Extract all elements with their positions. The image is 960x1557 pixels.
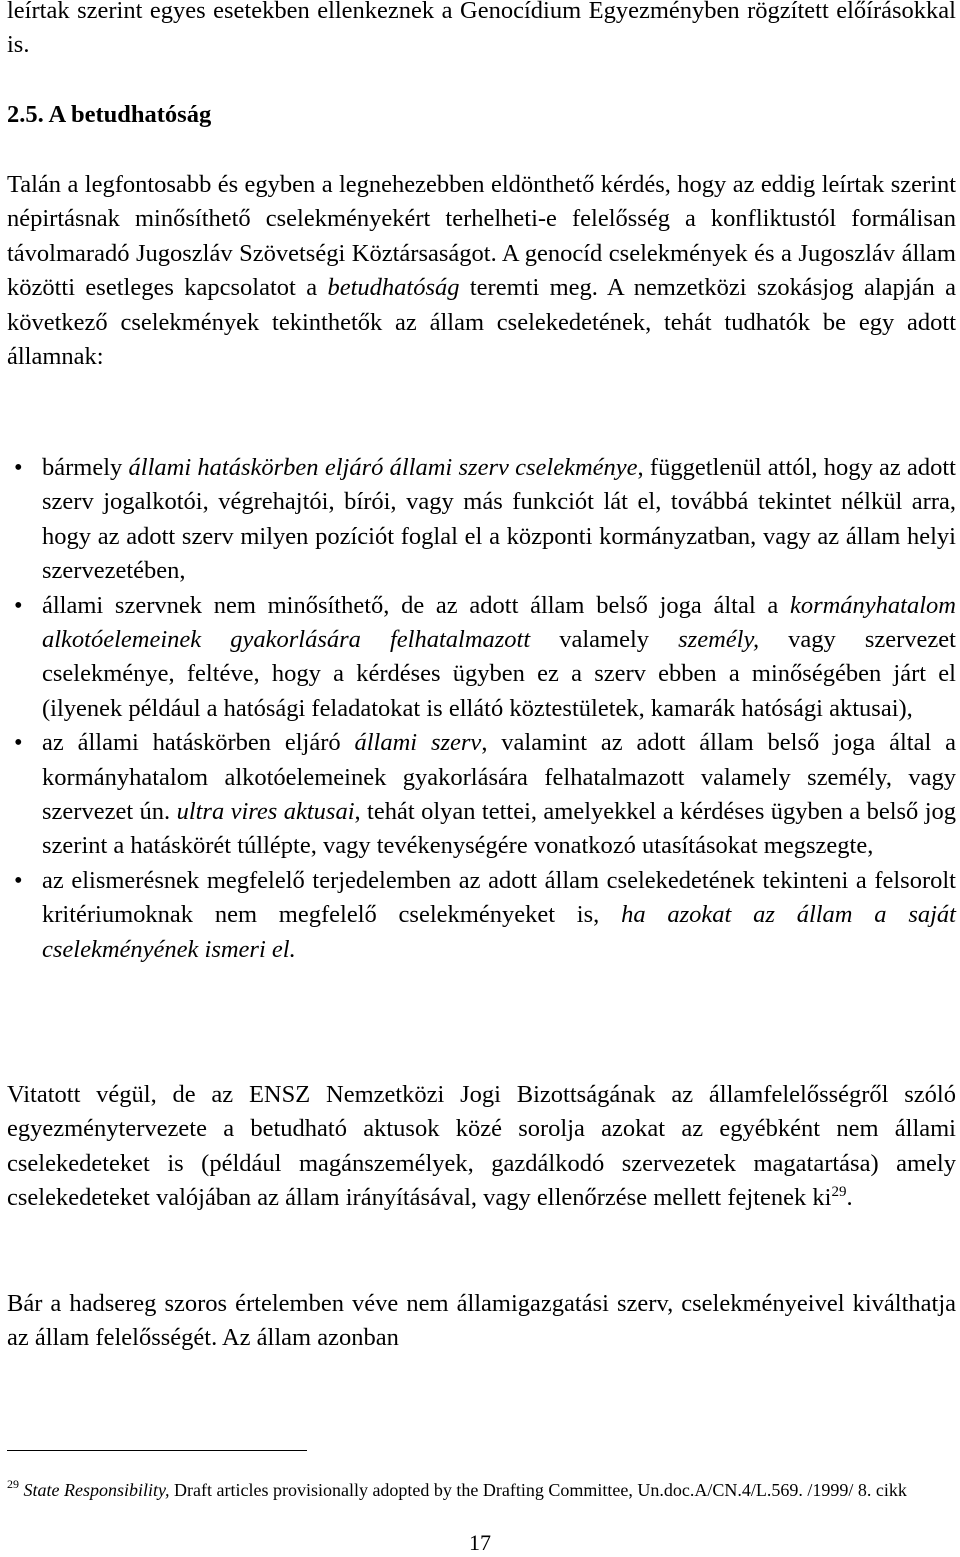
para1-italic-term: betudhatóság [327,274,460,302]
list-item: • az állami hatáskörben eljáró állami szerv, valamint az adott állam belső joga által a kormányhatalom alkotóelemeinek gyakorlására felhatalmazott valamely személy, vagy szervezet ún. ultra vires aktusai, tehát olyan tettei, amelyekkel a kérdéses ügyben a belső jog szerint a hatáskörét túllépte, vagy tevékenységére vonatkozó utasításokat megszegte, [0,726,956,864]
para1-text-c: teremti meg. A nemzetközi szokásjog alapján a következő cselekmények tekinthetők az állam cselekedetének, tehát tudhatók be egy adott államnak: [7,274,956,371]
paragraph-army [7,1287,956,1356]
paragraph-continued [7,0,956,63]
bullet-icon: • [14,729,23,757]
footnote-reference[interactable]: 29 [831,1184,847,1201]
list-item: • állami szervnek nem minősíthető, de az adott állam belső joga által a kormányhatalom alkotóelemeinek gyakorlására felhatalmazott valamely személy, vagy szervezet cselekménye, feltéve, hogy a kérdéses ügyben ez a szerv ebben a minőségében járt el (ilyenek például a hatósági feladatokat is ellátó köztestületek, kamarák hatósági aktusai), [0,589,956,727]
footnote-text: Draft articles provisionally adopted by the Drafting Committee, Un.doc.A/CN.4/L.569. /1999/ 8. cikk [169,1480,907,1500]
bullet-icon: • [14,866,23,894]
attribution-criteria-list [0,451,956,967]
bullet-icon: • [14,591,23,619]
continued-text: leírtak szerint egyes esetekben ellenkeznek a Genocídium Egyezményben rögzített előírásokkal is. [7,0,956,59]
section-heading: 2.5. A betudhatóság [7,101,212,128]
paragraph-attribution-intro [7,168,956,374]
list-item: • bármely állami hatáskörben eljáró állami szerv cselekménye, függetlenül attól, hogy az adott szerv jogalkotói, végrehajtói, bírói, vagy más funkciót lát el, továbbá tekintet nélkül arra, hogy az adott szerv milyen pozíciót foglal el a központi kormányzatban, vagy az állam helyi szervezetében, [0,451,956,589]
page-number: 17 [469,1530,491,1555]
paragraph-ilc-draft: Vitatott végül, de az ENSZ Nemzetközi Jogi Bizottságának az államfelelősségről szóló egyezménytervezete a betudható aktusok közé sorolja azokat az egyébként nem állami cselekedeteket is (például magánszemélyek, gazdálkodó szervezetek magatartása) amely cselekedeteket valójában az állam irányításával, vagy ellenőrzése mellett fejtenek $ki^{29}$. [7,1081,956,1212]
list-item: • az elismerésnek megfelelő terjedelemben az adott állam cselekedetének tekinteni a felsorolt kritériumoknak nem megfelelő cselekményeket is, ha azokat az állam a saját cselekményének ismeri el. [0,864,956,967]
footnote-italic: State Responsibility, [23,1480,170,1500]
footnote-divider [7,1450,307,1451]
para2-text: Vitatott végül, de az ENSZ Nemzetközi Jogi Bizottságának az államfelelősségről szóló egyezménytervezete a betudható aktusok közé sorolja azokat az egyébként nem állami cselekedeteket is (például magánszemélyek, gazdálkodó szervezetek magatartása) amely cselekedeteket valójában az állam irányításával, vagy ellenőrzése mellett fejtenek ki [7,1081,956,1212]
para1-text-a: Talán a legfontosabb és egyben a legnehezebben eldönthető kérdés, hogy az eddig leírtak szerint népirtásnak minősíthető cselekményekért terhelheti-e felelősség a konfliktustól formálisan távolmaradó Jugoszláv Szövetségi Köztársaságot. A genocíd cselekmények és a Jugoszláv állam közötti esetleges kapcsolatot a [7,171,956,302]
para3-text: Bár a hadsereg szoros értelemben véve nem államigazgatási szerv, cselekményeivel kiválthatja az állam felelősségét. Az állam azonban [7,1290,956,1352]
footnote [7,1478,956,1503]
bullet-icon: • [14,454,23,481]
footnote-number: 29 [7,1477,19,1491]
